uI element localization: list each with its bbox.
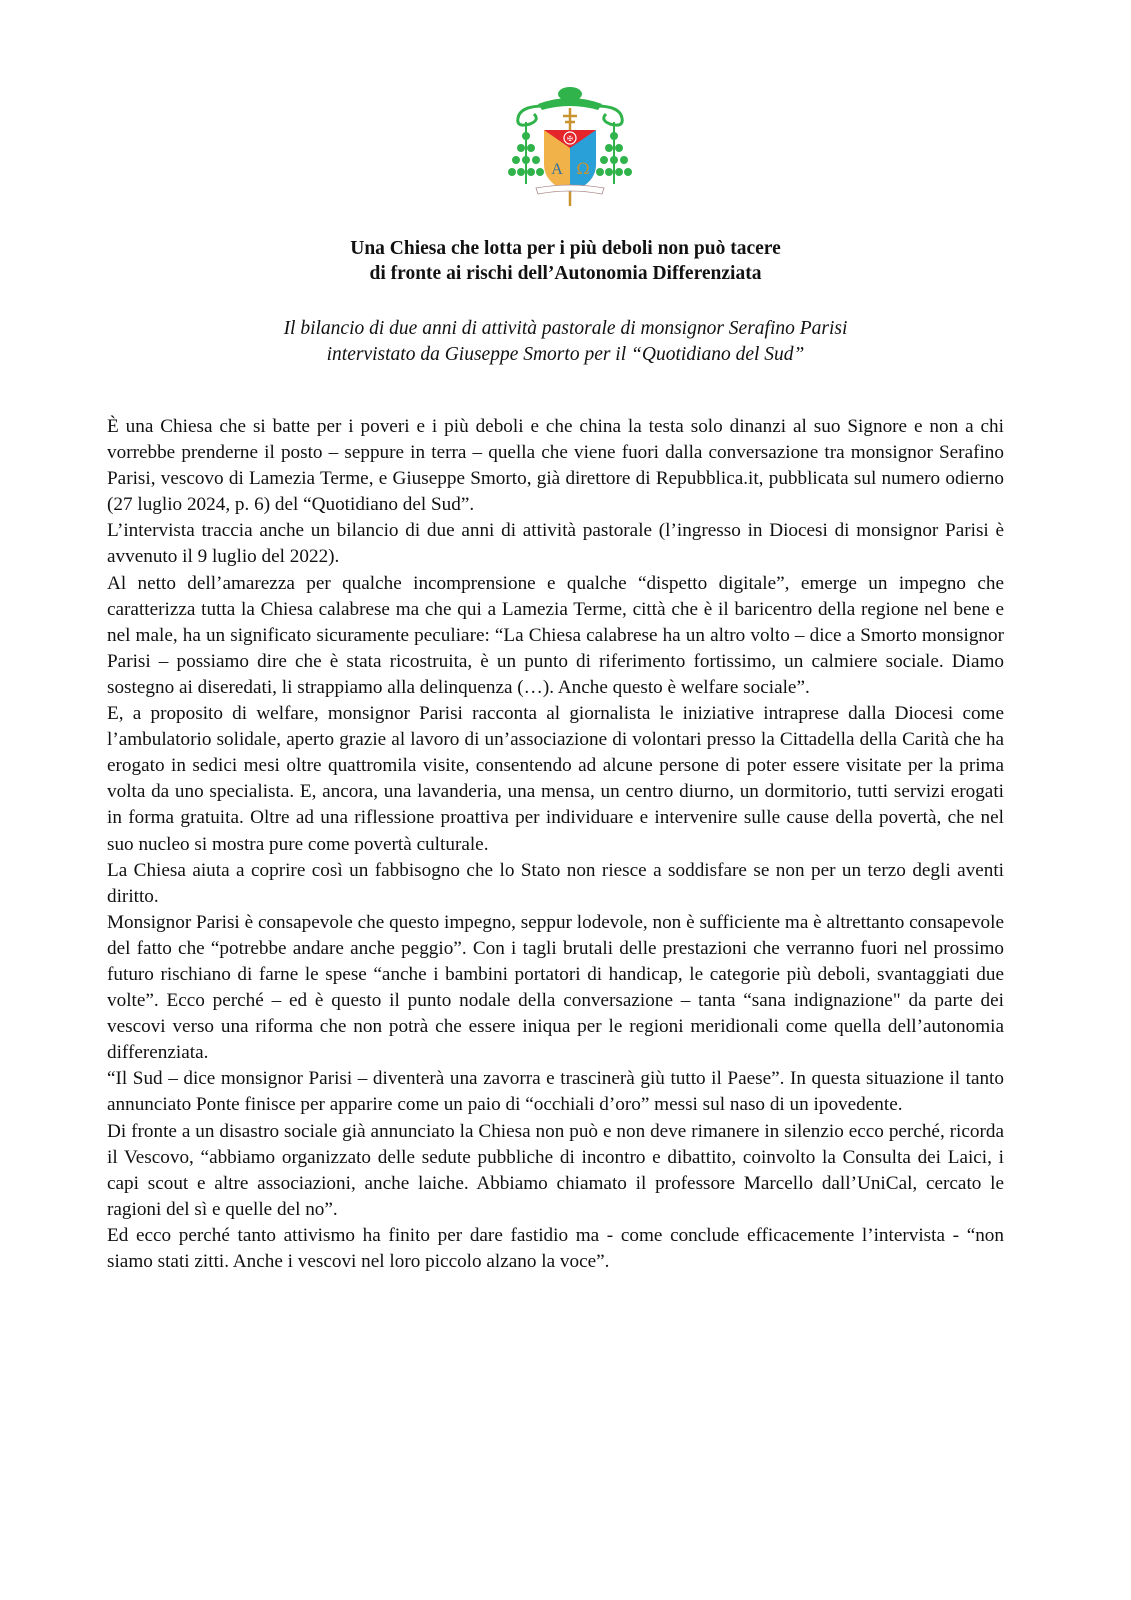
paragraph: La Chiesa aiuta a coprire così un fabbisogno che lo Stato non riesce a soddisfare se non per un terzo degli aventi diritto.	[107, 859, 1004, 907]
cord-right	[596, 106, 622, 125]
omega-letter: Ω	[576, 159, 590, 178]
shield	[544, 130, 596, 192]
document-subtitle	[0, 316, 1131, 368]
paragraph: “Il Sud – dice monsignor Parisi – diventerà una zavorra e trascinerà giù tutto il Paese”. In questa situazione il tanto annunciato Ponte finisce per apparire come un paio di “occhiali d’oro” messi sul naso di un ipovedente.	[107, 1068, 1004, 1116]
article-body	[107, 414, 1004, 1275]
paragraph: Ed ecco perché tanto attivismo ha finito per dare fastidio ma - come conclude efficacemente l’intervista - “non siamo stati zitti. Anche i vescovi nel loro piccolo alzano la voce”.	[107, 1224, 1004, 1272]
subtitle-line-1: Il bilancio di due anni di attività pastorale di monsignor Serafino Parisi	[283, 318, 848, 339]
document-title	[0, 236, 1131, 286]
tassels-right	[596, 122, 632, 184]
paragraph: Monsignor Parisi è consapevole che questo impegno, seppur lodevole, non è sufficiente ma è altrettanto consapevole del fatto che “potrebbe andare anche peggio”. Con i tagli brutali delle prestazioni che verranno fuori nel prossimo futuro rischiano di farne le spese “anche i bambini portatori di handicap, le categorie più deboli, svantaggiati due volte”. Ecco perché – ed è questo il punto nodale della conversazione – tanta “sana indignazione" da parte dei vescovi verso una riforma che non potrà che essere iniqua per le regioni meridionali come quella dell’autonomia differenziata.	[107, 911, 1004, 1064]
paragraph: E, a proposito di welfare, monsignor Parisi racconta al giornalista le iniziative intraprese dalla Diocesi come l’ambulatorio solidale, aperto grazie al lavoro di un’associazione di volontari presso la Cittadella della Carità che ha erogato in sedici mesi oltre quattromila visite, consentendo ad alcune persone di poter essere visitate per la prima volta da uno specialista. E, ancora, una lavanderia, una mensa, un centro diurno, un dormitorio, tutti servizi erogati in forma gratuita. Oltre ad una riflessione proattiva per individuare e intervenire sulle cause della povertà, che nel suo nucleo si mostra pure come povertà culturale.	[107, 703, 1004, 855]
tassels-left	[508, 122, 544, 184]
title-line-2: di fronte ai rischi dell’Autonomia Differenziata	[369, 263, 762, 284]
paragraph: Di fronte a un disastro sociale già annunciato la Chiesa non può e non deve rimanere in silenzio ecco perché, ricorda il Vescovo, “abbiamo organizzato delle sedute pubbliche di incontro e dibattito, coinvolto la Consulta dei Laici, i capi scout e altre associazioni, anche laiche. Abbiamo chiamato il professore Marcello dall’UniCal, cercato le ragioni del sì e quelle del no”.	[107, 1120, 1004, 1220]
paragraph: Al netto dell’amarezza per qualche incomprensione e qualche “dispetto digitale”, emerge un impegno che caratterizza tutta la Chiesa calabrese ma che qui a Lamezia Terme, città che è il baricentro della regione nel bene e nel male, ha un significato sicuramente peculiare: “La Chiesa calabrese ha un altro volto – dice a Smorto monsignor Parisi – possiamo dire che è stata ricostruita, è un punto di riferimento fortissimo, un calmiere sociale. Diamo sostegno ai diseredati, li strappiamo alla delinquenza (…). Anche questo è welfare sociale”.	[107, 572, 1004, 698]
alpha-letter: A	[551, 161, 563, 178]
title-line-1: Una Chiesa che lotta per i più deboli non può tacere	[350, 238, 781, 259]
subtitle-line-2: intervistato da Giuseppe Smorto per il “Quotidiano del Sud”	[326, 344, 805, 365]
paragraph: È una Chiesa che si batte per i poveri e i più deboli e che china la testa solo dinanzi al suo Signore e non a chi vorrebbe prenderne il posto – seppure in terra – quella che viene fuori dalla conversazione tra monsignor Serafino Parisi, vescovo di Lamezia Terme, e Giuseppe Smorto, già direttore di Repubblica.it, pubblicata sul numero odierno (27 luglio 2024, p. 6) del “Quotidiano del Sud”.	[107, 416, 1004, 516]
cord-left	[518, 106, 544, 125]
paragraph: L’intervista traccia anche un bilancio di due anni di attività pastorale (l’ingresso in Diocesi di monsignor Parisi è avvenuto il 9 luglio del 2022).	[107, 520, 1004, 568]
coat-of-arms-icon	[500, 84, 640, 208]
svg-text:✠: ✠	[567, 135, 573, 143]
